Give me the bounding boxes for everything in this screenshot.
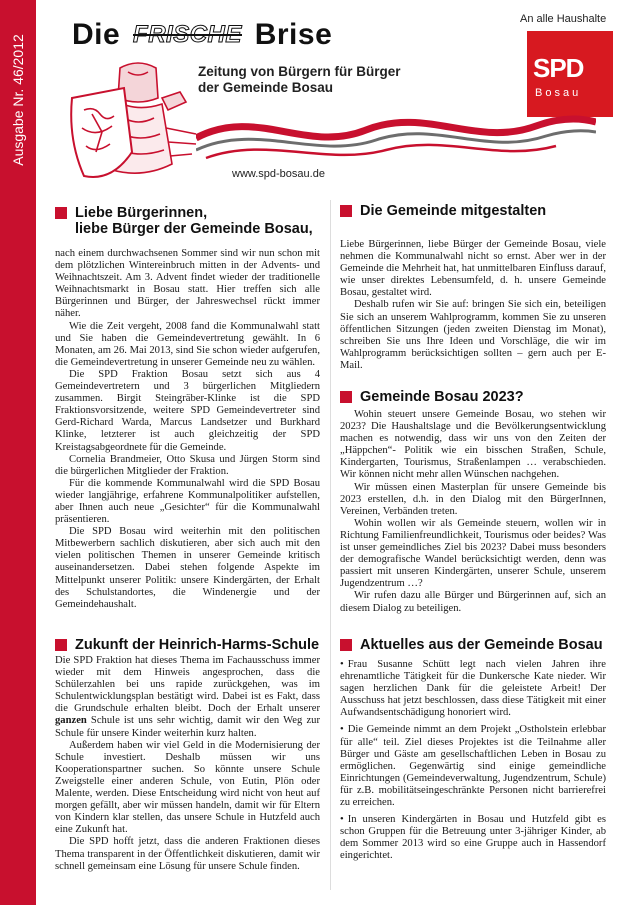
- article-school: [55, 637, 320, 873]
- article-body: Wohin steuert unsere Gemeinde Bosau, wo stehen wir 2023? Die Haushaltslage und die Bevölkerungsentwicklung machen es notwendig, dass wir uns von den Zeiten der „Häppchen“- Politik wie ein bisschen Straßen, Schule, Kindergarten, Tourismus, Straßenlampen … verabschieden. Wir können nicht mehr allen Wünschen nachgehen. Wir müssen einen Masterplan für unsere Gemeinde bis 2023 erstellen, d.h. in den Dialog mit den BürgerInnen, Vereinen, Verbänden treten. Wohin wollen wir als Gemeinde steuern, wollen wir in Richtung Familienfreundlichkeit, Tourismus oder beides? Was ist unser gemeindliches Ziel bis 2023? Dabei muss besonders der demografische Wandel berücksichtigt werden, denn was passiert mit unseren Kindergärten, unserer Schule, unserem Jugendzentrum …? Wir rufen dazu alle Bürger und Bürgerinnen auf, sich an diesem Dialog zu beteiligen.: [340, 409, 606, 614]
- crest-illustration: [58, 58, 210, 186]
- article-news: [340, 637, 606, 868]
- bullet-square-icon: [55, 639, 67, 651]
- title-word-right: Brise: [254, 18, 333, 51]
- wave-decoration: [196, 108, 596, 166]
- article-body: Die SPD Fraktion hat dieses Thema im Fachausschuss immer wieder mit dem Hinweis angesprochen, dass die Schülerzahlen bei uns rapide zurückgehen, was im Schulentwicklungsplan bestätigt wird. Dabei ist es Fakt, dass die Grundschule erhalten bleibt. Doch der Erhalt unserer ganzen Schule ist uns sehr wichtig, damit wir den Weg zur Schule für unsere Kinder weiterhin kurz halten. Außerdem haben wir viel Geld in die Modernisierung der Schule investiert. Deshalb müssen wir uns Kooperationspartner suchen. So könnte unsere Schule Zweigstelle einer anderen Schule, von Eutin, Plön oder Malente, werden. Diese Entscheidung wird nicht von heut auf morgen gefällt, aber wir müssen handeln, damit wir für Eltern von Kindern klar stellen, das unsere Schule in Hutzfeld auch eine Zukunft hat. Die SPD hofft jetzt, dass die anderen Fraktionen dieses Thema transparent in der Öffentlichkeit diskutieren, damit wir schnell gemeinsam eine Lösung für unsere Schule finden.: [55, 655, 320, 872]
- audience-label: An alle Haushalte: [520, 13, 607, 25]
- article-body: Liebe Bürgerinnen, liebe Bürger der Gemeinde Bosau, viele nehmen die Kommunalwahl nicht so ernst. Aber wer in der Gemeinde die Mehrheit hat, hat unmittelbaren Einfluss darauf, wie unser direktes Lebensumfeld, d. h. unsere Gemeinde Bosau, gestaltet wird. Deshalb rufen wir Sie auf: bringen Sie sich ein, beteiligen Sie sich an unserem Wahlprogramm, kommen Sie zu unseren öffentlichen Sitzungen (jeden zweiten Dienstag im Monat), schreiben Sie uns Ihre Ideen und Vorschläge, die wir im Wahlprogramm berücksichtigen sollten – gern auch per E-Mail.: [340, 239, 606, 371]
- column-divider: [330, 200, 331, 890]
- article-title: Zukunft der Heinrich-Harms-Schule: [55, 637, 320, 653]
- title-word-mid: FRISCHE: [133, 21, 242, 48]
- article-title: Aktuelles aus der Gemeinde Bosau: [340, 637, 606, 653]
- bullet-square-icon: [340, 205, 352, 217]
- article-future: [340, 389, 606, 615]
- bullet-square-icon: [55, 207, 67, 219]
- article-body: nach einem durchwachsenen Sommer sind wir nun schon mit dem plötzlichen Wintereinbruch mitten in der Advents- und Weihnachtszeit. Am 3. Advent findet wieder der traditionelle Weihnachtsmarkt in Bosau statt. Hier treffen sich alle Bürgerinnen und Bürger, der Jahreswechsel rückt immer näher. Wie die Zeit vergeht, 2008 fand die Kommunalwahl statt und Sie haben die Gemeindevertretung gewählt. In 6 Monaten, am 26. Mai 2013, sind Sie schon wieder aufgerufen, die Gemeindevertretung in unserer Gemeinde neu zu wählen. Die SPD Fraktion Bosau setzt sich aus 4 Gemeindevertretern und 3 bürgerlichen Mitgliedern zusammen. Birgit Steingräber-Klinke ist die SPD Fraktionsvorsitzende, weitere SPD Gemeindevertreter sind Gerd-Richard Warda, Marcus Landsetzer und Burkhard Klinke, letzterer ist auch gleichzeitig der SPD Kreistagsabgeordnete für die Gemeinde. Cornelia Brandmeier, Otto Skusa und Jürgen Storm sind die bürgerlichen Mitglieder der Fraktion. Für die kommende Kommunalwahl wird die SPD Bosau wieder langjährige, erfahrene Kommunalpolitiker aufstellen, aber Ihnen auch neue „Gesichter“ für die Kommunalwahl präsentieren. Die SPD Bosau wird weiterhin mit den politischen Mitbewerbern sachlich diskutieren, aber sich auch mit den vielen politischen Themen in unserer Gemeinde kritisch auseinandersetzen. Dabei stehen folgende Aspekte im Mittelpunkt unserer Politik: unsere Kindergärten, der Erhalt des Schulstandortes, die Windenergie und der Gemeindehaushalt.: [55, 248, 320, 610]
- newspaper-subtitle: Zeitung von Bürgern für Bürger der Gemeinde Bosau: [198, 64, 401, 95]
- list-item: • Die Gemeinde nimmt an dem Projekt „Ostholstein erlebbar für alle“ teil. Ziel dieses Projektes ist die Teilnahme aller Bürger und Gäste am gesellschaftlichen Leben in Bosau zu ermöglichen. Gegenwärtig sind einige gemeindliche Einrichtungen (Gemeindeverwaltung, Jugendzentrum, Schule) für z.B. mobilitätseingeschränkte Personen nicht barrierefrei zu erreichen.: [340, 724, 606, 809]
- issue-label: Ausgabe Nr. 46/2012: [10, 34, 27, 166]
- newspaper-title: [72, 18, 332, 52]
- bullet-square-icon: [340, 639, 352, 651]
- article-title: Gemeinde Bosau 2023?: [340, 389, 606, 405]
- website-link[interactable]: www.spd-bosau.de: [232, 168, 325, 180]
- article-shape: [340, 203, 606, 372]
- list-item: • In unseren Kindergärten in Bosau und Hutzfeld gibt es schon Gruppen für die Betreuung unter 3-jähriger Kinder, ab dem Sommer 2013 wird so eine Gruppe auch in Hassendorf eingerichtet.: [340, 814, 606, 862]
- bullet-square-icon: [340, 391, 352, 403]
- news-list: [340, 659, 606, 863]
- spd-logo: [527, 31, 613, 117]
- school-paragraph-1: Die SPD Fraktion hat dieses Thema im Fachausschuss immer wieder mit dem Hinweis angesprochen, dass die Schülerzahlen bei uns rapide zurückgehen, was im Schulentwicklungsplan bestätigt wird. Dabei ist es Fakt, dass die Grundschule erhalten bleibt. Doch der Erhalt unserer ganzen Schule ist uns sehr wichtig, damit wir den Weg zur Schule für unsere Kinder weiterhin kurz halten.: [55, 655, 320, 739]
- article-greeting: [55, 205, 320, 611]
- title-word-left: Die: [72, 18, 121, 51]
- article-body: [340, 659, 606, 863]
- spd-logo-location: Bosau: [535, 87, 582, 99]
- article-title: Liebe Bürgerinnen, liebe Bürger der Gemeinde Bosau,: [55, 205, 320, 237]
- list-item: • Frau Susanne Schütt legt nach vielen Jahren ihre ehrenamtliche Tätigkeit für die Dunkersche Kate nieder. Wir sagen herzlichen Dank für die geleistete Arbeit! Der Ausschuss hat jetzt beschlossen, dass diese Tätigkeit mit einer Aufwandsentschädigung honoriert wird.: [340, 659, 606, 719]
- article-title: Die Gemeinde mitgestalten: [340, 203, 606, 219]
- spd-logo-text: SPD: [533, 53, 584, 83]
